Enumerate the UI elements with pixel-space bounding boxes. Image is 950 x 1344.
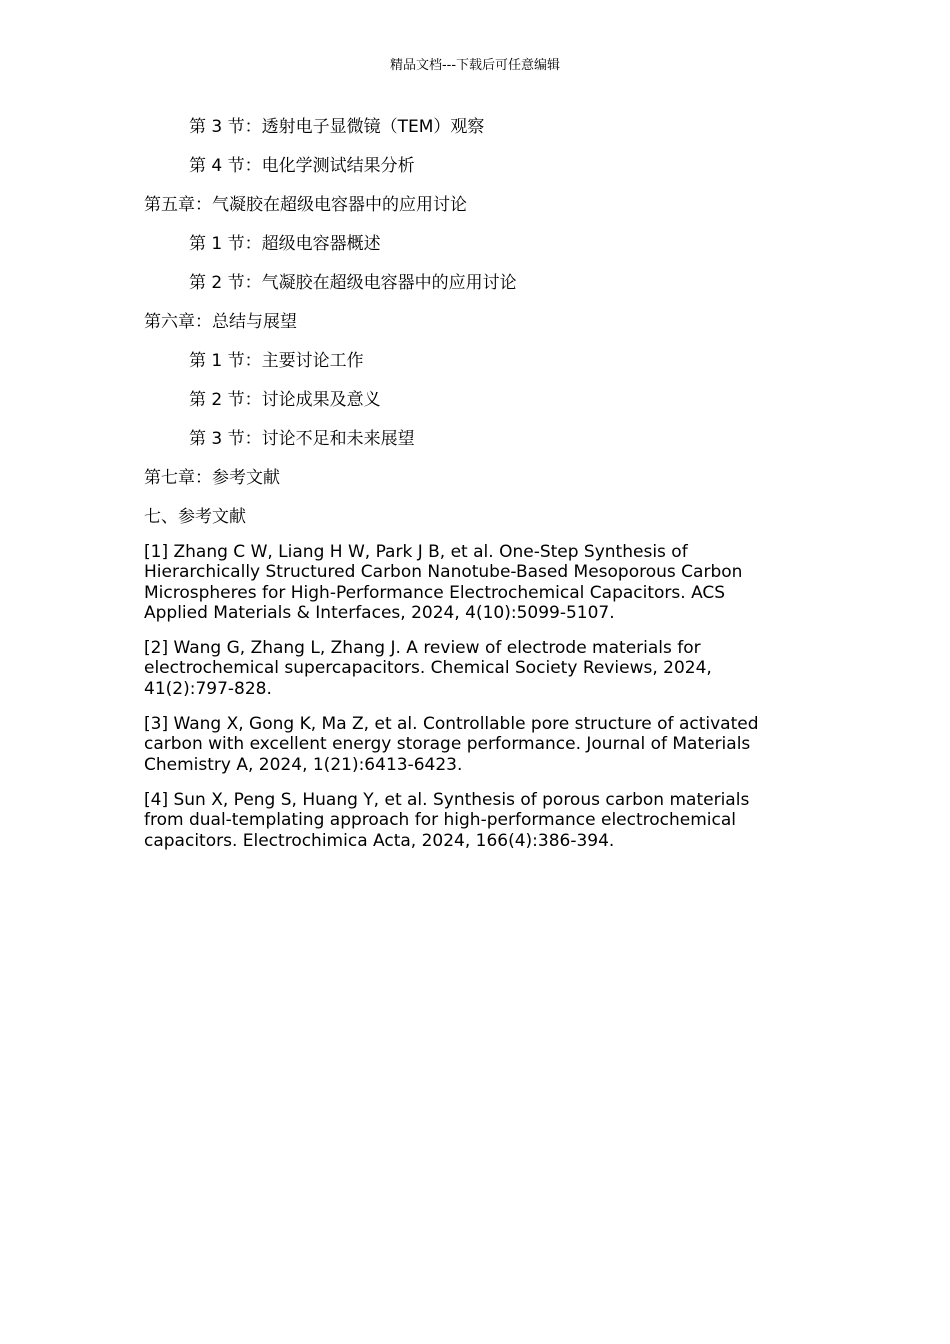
page-header: 精品文档---下载后可任意编辑 xyxy=(389,58,561,73)
toc-item-chapter-5: 第五章：气凝胶在超级电容器中的应用讨论 xyxy=(144,195,467,215)
toc-item-chapter-5-section-2: 第 2 节：气凝胶在超级电容器中的应用讨论 xyxy=(189,273,517,293)
toc-item-chapter-7: 第七章：参考文献 xyxy=(144,468,280,488)
toc-item-chapter-6: 第六章：总结与展望 xyxy=(144,312,297,332)
reference-item-2: [2] Wang G, Zhang L, Zhang J. A review of electrode materials for electrochemical supercapacitors. Chemical Society Reviews, 2024, 41(2):797-828. xyxy=(144,638,712,699)
references-heading: 七、参考文献 xyxy=(144,507,246,527)
document-body xyxy=(144,116,794,866)
toc-item-section-4-electrochemical: 第 4 节：电化学测试结果分析 xyxy=(189,156,415,176)
toc-item-chapter-6-section-1: 第 1 节：主要讨论工作 xyxy=(189,351,364,371)
toc-item-chapter-5-section-1: 第 1 节：超级电容器概述 xyxy=(189,234,381,254)
toc-item-chapter-6-section-2: 第 2 节：讨论成果及意义 xyxy=(189,390,381,410)
toc-item-chapter-6-section-3: 第 3 节：讨论不足和未来展望 xyxy=(189,429,415,449)
reference-item-4: [4] Sun X, Peng S, Huang Y, et al. Synthesis of porous carbon materials from dual-templating approach for high-performance electrochemical capacitors. Electrochimica Acta, 2024, 166(4):386-394. xyxy=(144,789,750,851)
reference-item-1: [1] Zhang C W, Liang H W, Park J B, et al. One-Step Synthesis of Hierarchically Structured Carbon Nanotube-Based Mesoporous Carbon Microspheres for High-Performance Electrochemical Capacitors. ACS Applied Materials & Interfaces, 2024, 4(10):5099-5107. xyxy=(144,542,743,623)
reference-list xyxy=(144,542,794,851)
toc-item-section-3-tem: 第 3 节：透射电子显微镜（TEM）观察 xyxy=(189,117,485,137)
table-of-contents xyxy=(144,116,794,489)
reference-item-3: [3] Wang X, Gong K, Ma Z, et al. Controllable pore structure of activated carbon with excellent energy storage performance. Journal of Materials Chemistry A, 2024, 1(21):6413-6423. xyxy=(144,714,759,775)
